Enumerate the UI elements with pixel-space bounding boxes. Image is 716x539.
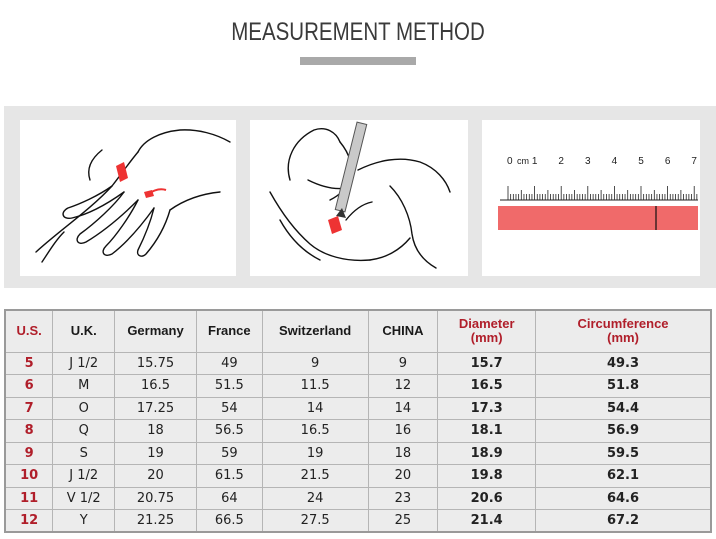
step-ruler [482,120,700,276]
table-cell: 21.4 [438,510,536,533]
column-header: CHINA [368,310,438,352]
column-header: Germany [115,310,197,352]
table-cell: 16.5 [115,375,197,398]
table-cell: 20.6 [438,487,536,510]
ruler-label: 7 [691,156,697,167]
column-header: Diameter (mm) [438,310,536,352]
table-cell: 64 [196,487,262,510]
table-cell: 9 [262,352,368,375]
table-row [5,465,711,488]
table-cell: 10 [5,465,53,488]
instruction-panels [4,106,716,288]
ruler-label: 6 [664,156,671,167]
ruler-label: 5 [638,156,644,167]
table-cell: 17.3 [438,397,536,420]
ruler-label: 3 [585,156,591,167]
title-underline [300,57,416,65]
column-header: U.K. [53,310,115,352]
table-cell: O [53,397,115,420]
table-cell: 11 [5,487,53,510]
ruler-label: 1 [531,156,538,167]
table-cell: 16.5 [438,375,536,398]
table-cell: 27.5 [262,510,368,533]
step-mark-strip [250,120,468,276]
table-cell: V 1/2 [53,487,115,510]
table-cell: J 1/2 [53,465,115,488]
table-row [5,442,711,465]
ruler-illustration [482,120,700,276]
table-cell: 7 [5,397,53,420]
table-cell: 56.9 [536,420,711,443]
ruler-unit: cm [517,156,529,166]
hand-wrap-illustration [20,120,236,276]
table-cell: 19.8 [438,465,536,488]
pen-mark-illustration [250,120,468,276]
table-cell: 23 [368,487,438,510]
page-title: MEASUREMENT METHOD [231,18,485,46]
table-cell: 17.25 [115,397,197,420]
table-cell: J 1/2 [53,352,115,375]
table-cell: 54.4 [536,397,711,420]
measured-strip [498,206,698,230]
table-cell: 49.3 [536,352,711,375]
column-header: Switzerland [262,310,368,352]
table-cell: 9 [368,352,438,375]
table-cell: M [53,375,115,398]
table-cell: 20.75 [115,487,197,510]
table-row [5,352,711,375]
column-header: Circumference (mm) [536,310,711,352]
table-cell: 62.1 [536,465,711,488]
table-cell: 59 [196,442,262,465]
table-cell: 24 [262,487,368,510]
table-cell: 59.5 [536,442,711,465]
table-cell: 9 [5,442,53,465]
table-cell: 11.5 [262,375,368,398]
table-cell: 18.1 [438,420,536,443]
table-cell: 66.5 [196,510,262,533]
table-cell: 18.9 [438,442,536,465]
table-cell: 54 [196,397,262,420]
table-cell: 5 [5,352,53,375]
table-cell: 12 [5,510,53,533]
table-cell: 21.25 [115,510,197,533]
table-cell: 51.8 [536,375,711,398]
table-cell: 49 [196,352,262,375]
ruler-label: 2 [558,156,564,167]
ring-size-table [4,309,712,533]
table-cell: 64.6 [536,487,711,510]
table-cell: 15.75 [115,352,197,375]
table-cell: 6 [5,375,53,398]
step-wrap-finger [20,120,236,276]
table-cell: 56.5 [196,420,262,443]
table-cell: Q [53,420,115,443]
table-cell: 19 [262,442,368,465]
column-header: France [196,310,262,352]
table-row [5,420,711,443]
table-cell: S [53,442,115,465]
table-cell: 18 [368,442,438,465]
table-cell: 19 [115,442,197,465]
column-header: U.S. [5,310,53,352]
table-row [5,510,711,533]
table-cell: 16.5 [262,420,368,443]
table-row [5,397,711,420]
table-cell: 18 [115,420,197,443]
ruler-label: 0 [507,156,513,167]
table-cell: 21.5 [262,465,368,488]
table-cell: 20 [368,465,438,488]
table-cell: 61.5 [196,465,262,488]
table-cell: 20 [115,465,197,488]
table-cell: 8 [5,420,53,443]
table-row [5,375,711,398]
table-cell: 15.7 [438,352,536,375]
table-cell: Y [53,510,115,533]
table-cell: 67.2 [536,510,711,533]
table-cell: 51.5 [196,375,262,398]
table-cell: 25 [368,510,438,533]
table-cell: 14 [262,397,368,420]
table-cell: 12 [368,375,438,398]
table-header-row [5,310,711,352]
table-cell: 14 [368,397,438,420]
table-cell: 16 [368,420,438,443]
table-row [5,487,711,510]
ruler-label: 4 [611,156,618,167]
